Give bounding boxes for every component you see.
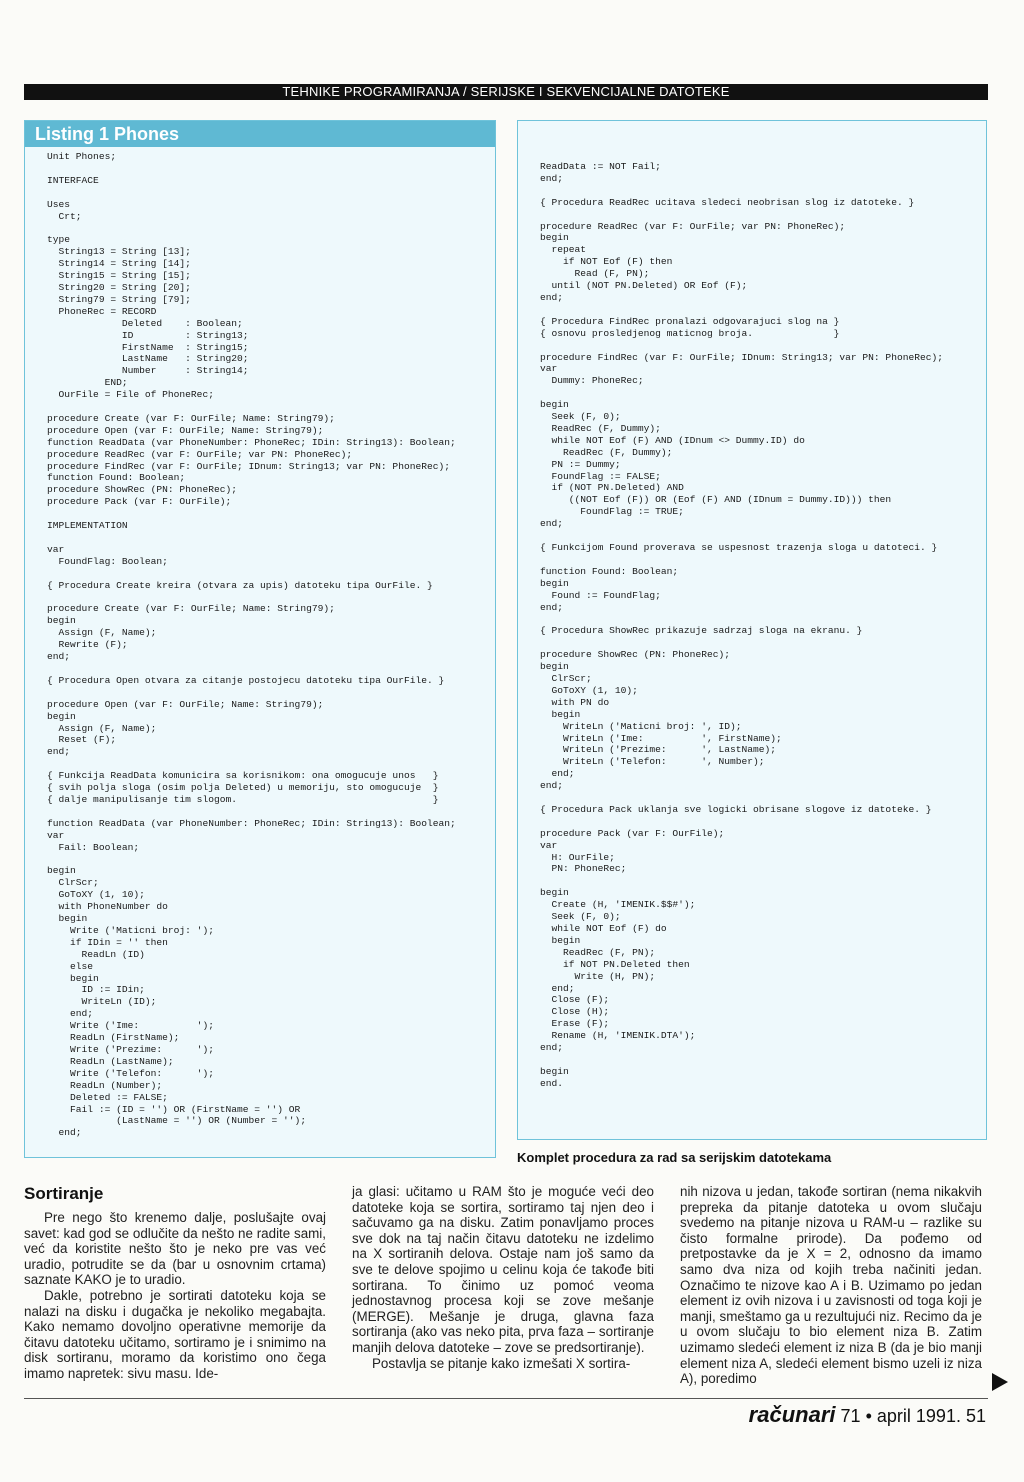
article-column-3: [680, 1184, 982, 1387]
listing-panel-right: [517, 120, 987, 1140]
paragraph: Pre nego što krenemo dalje, poslušajte ovaj savet: kad god se odlučite da nešto ne radite sami, već da koristite nešto što je neko pre vas već uradio, potrudite se da (bar u osnovnim crtama) saznate KAKO je to uradio.: [24, 1210, 326, 1288]
code-block-left: Unit Phones; INTERFACE Uses Crt; type String13 = String [13]; String14 = String [14]; String15 = String [15]; String20 = String [20]; String79 = String [79]; PhoneRec = RECORD Deleted : Boolean; ID : String13; FirstName : String15; LastName : String20; Number : String14; END; OurFile = File of PhoneRec; procedure Create (var F: OurFile; Name: String79); procedure Open (var F: OurFile; Name: String79); function ReadData (var PhoneNumber: PhoneRec; IDin: String13): Boolean; procedure ReadRec (var F: OurFile; var PN: PhoneRec); procedure FindRec (var F: OurFile; IDnum: String13; var PN: PhoneRec); function Found: Boolean; procedure ShowRec (PN: PhoneRec); procedure Pack (var F: OurFile); IMPLEMENTATION var FoundFlag: Boolean; { Procedura Create kreira (otvara za upis) datoteku tipa OurFile. } procedure Create (var F: OurFile; Name: String79); begin Assign (F, Name); Rewrite (F); end; { Procedura Open otvara za citanje postojecu datoteku tipa OurFile. } procedure Open (var F: OurFile; Name: String79); begin Assign (F, Name); Reset (F); end; { Funkcija ReadData komunicira sa korisnikom: ona omogucuje unos } { svih polja sloga (osim polja Deleted) u memoriju, sto omogucuje } { dalje manipulisanje tim slogom. } function ReadData (var PhoneNumber: PhoneRec; IDin: String13): Boolean; var Fail: Boolean; begin ClrScr; GoToXY (1, 10); with PhoneNumber do begin Write ('Maticni broj: '); if IDin = '' then ReadLn (ID) else begin ID := IDin; WriteLn (ID); end; Write ('Ime: '); ReadLn (FirstName); Write ('Prezime: '); ReadLn (LastName); Write ('Telefon: '); ReadLn (Number); Deleted := FALSE; Fail := (ID = '') OR (FirstName = '') OR (LastName = '') OR (Number = ''); end;: [47, 151, 456, 1139]
article-column-2: [352, 1184, 654, 1371]
page-number-right: 51: [965, 1406, 986, 1426]
paragraph: Postavlja se pitanje kako izmešati X sortira-: [372, 1355, 631, 1371]
article-heading: Sortiranje: [24, 1184, 104, 1203]
code-block-right: ReadData := NOT Fail; end; { Procedura ReadRec ucitava sledeci neobrisan slog iz datoteke. } procedure ReadRec (var F: OurFile; var PN: PhoneRec); begin repeat if NOT Eof (F) then Read (F, PN); until (NOT PN.Deleted) OR Eof (F); end; { Procedura FindRec pronalazi odgovarajuci slog na } { osnovu prosledjenog maticnog broja. } procedure FindRec (var F: OurFile; IDnum: String13; var PN: PhoneRec); var Dummy: PhoneRec; begin Seek (F, 0); ReadRec (F, Dummy); while NOT Eof (F) AND (IDnum <> Dummy.ID) do ReadRec (F, Dummy); PN := Dummy; FoundFlag := FALSE; if (NOT PN.Deleted) AND ((NOT Eof (F)) OR (Eof (F) AND (IDnum = Dummy.ID))) then FoundFlag := TRUE; end; { Funkcijom Found proverava se uspesnost trazenja sloga u datoteci. } function Found: Boolean; begin Found := FoundFlag; end; { Procedura ShowRec prikazuje sadrzaj sloga na ekranu. } procedure ShowRec (PN: PhoneRec); begin ClrScr; GoToXY (1, 10); with PN do begin WriteLn ('Maticni broj: ', ID); WriteLn ('Ime: ', FirstName); WriteLn ('Prezime: ', LastName); WriteLn ('Telefon: ', Number); end; end; { Procedura Pack uklanja sve logicki obrisane slogove iz datoteke. } procedure Pack (var F: OurFile); var H: OurFile; PN: PhoneRec; begin Create (H, 'IMENIK.$$#'); Seek (F, 0); while NOT Eof (F) do begin ReadRec (F, PN); if NOT PN.Deleted then Write (H, PN); end; Close (F); Close (H); Erase (F); Rename (H, 'IMENIK.DTA'); end; begin end.: [540, 161, 944, 1089]
continue-arrow-icon: [992, 1373, 1008, 1391]
article-column-1: [24, 1210, 326, 1382]
listing-panel-left: [24, 120, 496, 1158]
paragraph: ja glasi: učitamo u RAM što je moguće veći deo datoteke koja se sortira, sortiramo taj njen deo i sačuvamo ga na disku. Zatim ponavljamo proces sve dok na taj način čitavu datoteku ne izdelimo na X sortiranih delova. Ostaje nam još samo da sve te delove spojimo u celinu koja će takođe biti sortirana. To činimo uz pomoć veoma jednostavnog procesa koji se zove mešanje (MERGE). Mešanje je druga, glavna faza sortiranja (ako vas neko pita, prva faza – sortiranje manjih delova datoteke – zove se predsortiranje).: [352, 1184, 654, 1355]
paragraph: Dakle, potrebno je sortirati datoteku koja se nalazi na disku i dugačka je nekoliko megabajta. Kako nemamo dovoljno operativne memorije da čitavu datoteku učitamo, sortiramo je i snimimo na disk sortiranu, moramo da koristimo ono čega imamo napretek: sivu masu. Ide-: [24, 1287, 326, 1381]
magazine-logo: računari: [748, 1402, 836, 1427]
footer-rule: [24, 1398, 988, 1399]
issue-date: april 1991.: [876, 1406, 961, 1426]
paragraph: nih nizova u jedan, takođe sortiran (nema nikakvih prepreka da pitanje datoteka u ovom slučaju svedemo na pitanje nizova u RAM-u – razlike su čisto formalne prirode). Da pođemo od pretpostavke da je X = 2, odnosno da imamo samo dva niza od kojih treba načiniti jedan. Označimo te nizove kao A i B. Uzimamo po jedan element iz ovih nizova i u zavisnosti od toga koji je manji, smeštamo ga u rezultujući niz. Recimo da je u ovom slučaju to bio element niza B. Zatim uzimamo sledeći element iz niza B (da je bio manji element niza A, sledeći element bismo uzeli iz niza A), poredimo: [680, 1184, 982, 1387]
page-number-left: 71: [840, 1406, 861, 1426]
listing-caption: Komplet procedura za rad sa serijskim datotekama: [517, 1150, 832, 1165]
section-header-bar: TEHNIKE PROGRAMIRANJA / SERIJSKE I SEKVENCIJALNE DATOTEKE: [24, 84, 988, 100]
page-footer: [749, 1402, 986, 1428]
bullet-separator: •: [865, 1406, 872, 1426]
listing-title: Listing 1 Phones: [25, 121, 495, 147]
